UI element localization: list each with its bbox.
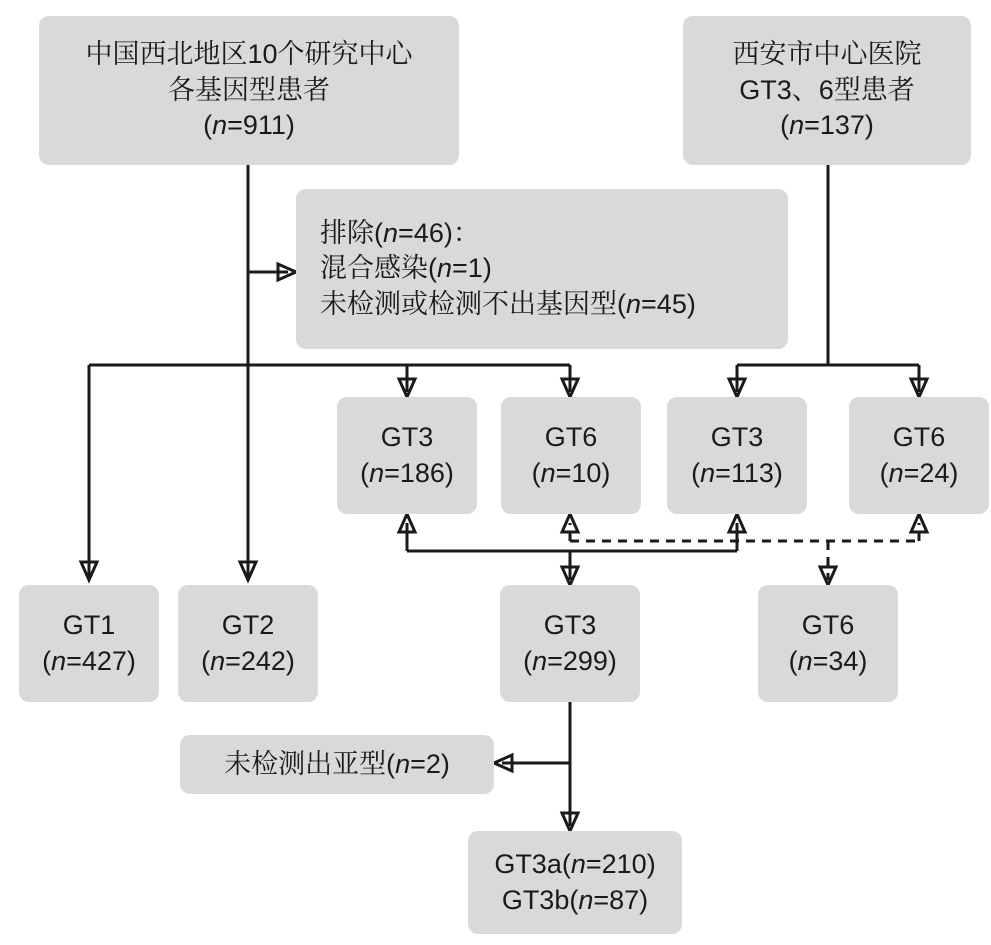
node-cohort-xian (683, 16, 971, 165)
node-line: 未检测出亚型(n=2) (224, 748, 450, 779)
node-line: 未检测或检测不出基因型(n=45) (320, 288, 696, 319)
node-line: (n=34) (788, 645, 868, 676)
node-gt6-xian (849, 397, 989, 514)
node-line: (n=911) (203, 110, 295, 141)
node-line: GT3 (543, 609, 597, 640)
node-gt2-total (178, 585, 318, 702)
node-excluded (296, 189, 788, 349)
node-line: GT3、6型患者 (739, 74, 915, 105)
node-line: 混合感染(n=1) (320, 253, 492, 284)
node-line: (n=427) (42, 645, 136, 676)
node-line: GT3 (380, 421, 434, 452)
node-line: 中国西北地区10个研究中心 (85, 39, 413, 70)
node-line: GT2 (221, 609, 275, 640)
node-line: GT3b(n=87) (501, 884, 649, 915)
node-line: GT1 (62, 609, 116, 640)
node-line: 西安市中心医院 (732, 39, 922, 70)
node-line: (n=137) (780, 110, 874, 141)
node-line: (n=24) (879, 457, 959, 488)
node-line: GT3 (710, 421, 764, 452)
node-gt1-total (19, 585, 159, 702)
node-line: 排除(n=46)： (320, 217, 480, 248)
node-gt3-total (500, 585, 640, 702)
node-line: GT6 (544, 421, 598, 452)
node-cohort-northwest (39, 16, 459, 165)
node-line: GT6 (801, 609, 855, 640)
node-gt3-northwest (337, 397, 477, 514)
node-line: (n=113) (691, 457, 783, 488)
node-gt3-subtypes (468, 831, 682, 934)
node-gt3-xian (667, 397, 807, 514)
node-gt6-northwest (501, 397, 641, 514)
node-line: (n=186) (360, 457, 454, 488)
node-gt6-total (758, 585, 898, 702)
node-line: 各基因型患者 (168, 74, 330, 105)
node-line: (n=242) (201, 645, 295, 676)
node-line: GT6 (892, 421, 946, 452)
node-no-subtype (180, 735, 494, 794)
node-line: GT3a(n=210) (494, 848, 656, 879)
node-line: (n=299) (523, 645, 617, 676)
node-line: (n=10) (531, 457, 611, 488)
